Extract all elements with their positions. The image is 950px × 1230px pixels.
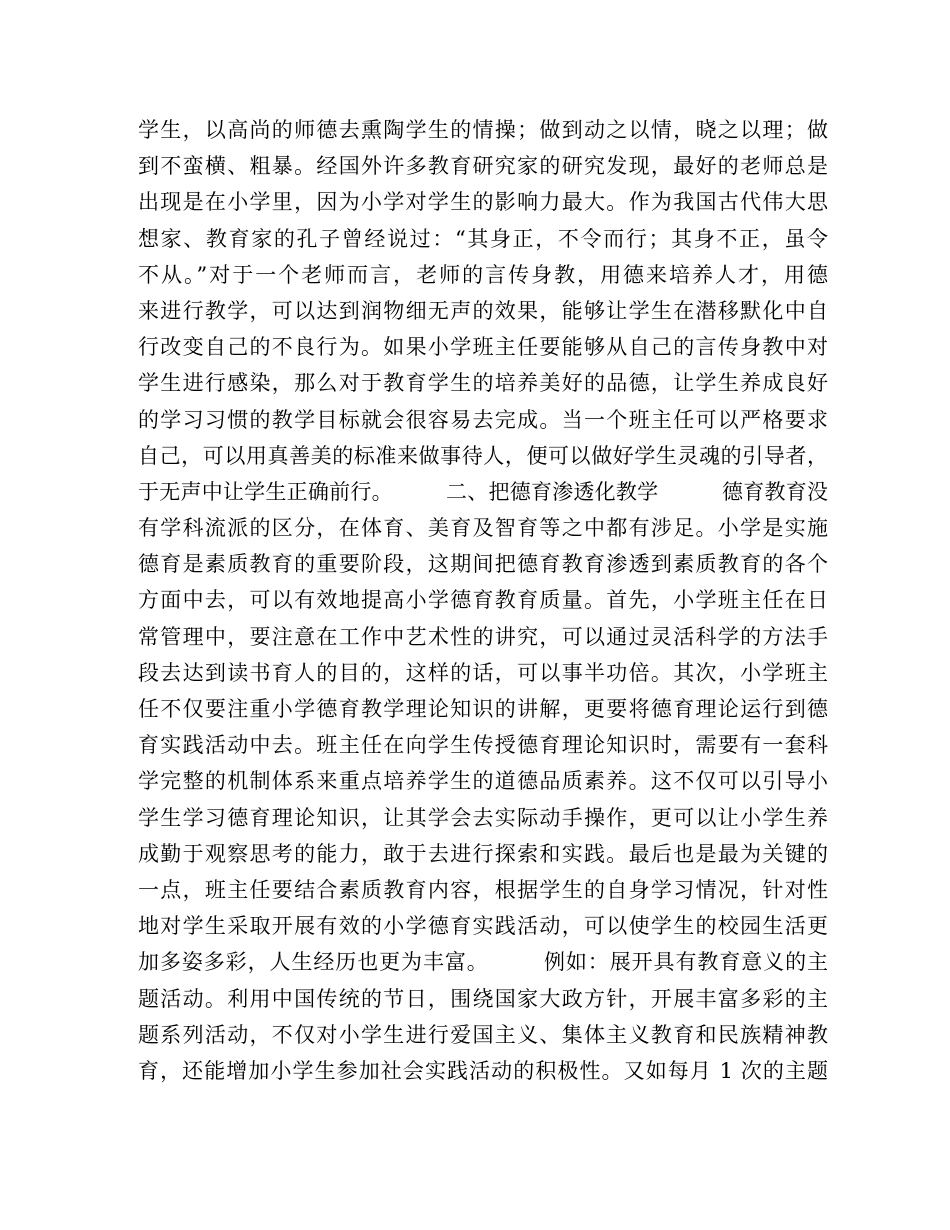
text-line: 一点，班主任要结合素质教育内容，根据学生的自身学习情况，针对性 xyxy=(138,877,828,902)
text-line: 加多姿多彩，人生经历也更为丰富。 例如：展开具有教育意义的主 xyxy=(138,950,828,975)
text-line: 到不蛮横、粗暴。经国外许多教育研究家的研究发现，最好的老师总是 xyxy=(138,154,828,179)
text-line: 育实践活动中去。班主任在向学生传授德育理论知识时，需要有一套科 xyxy=(138,733,828,758)
text-line: 自己，可以用真善美的标准来做事待人，便可以做好学生灵魂的引导者， xyxy=(138,443,828,468)
text-line: 来进行教学，可以达到润物细无声的效果，能够让学生在潜移默化中自 xyxy=(138,298,828,323)
text-line: 学完整的机制体系来重点培养学生的道德品质素养。这不仅可以引导小 xyxy=(138,769,828,794)
text-line: 出现是在小学里，因为小学对学生的影响力最大。作为我国古代伟大思 xyxy=(138,190,828,215)
section-heading-line: 于无声中让学生正确前行。 二、把德育渗透化教学 德育教育没 xyxy=(138,479,828,504)
text-line: 学生学习德育理论知识，让其学会去实际动手操作，更可以让小学生养 xyxy=(138,805,828,830)
text-line: 德育是素质教育的重要阶段，这期间把德育教育渗透到素质教育的各个 xyxy=(138,552,828,577)
text-line: 学生进行感染，那么对于教育学生的培养美好的品德，让学生养成良好 xyxy=(138,371,828,396)
text-line: 成勤于观察思考的能力，敢于去进行探索和实践。最后也是最为关键的 xyxy=(138,841,828,866)
body-text xyxy=(138,112,828,1089)
text-line: 题活动。利用中国传统的节日，围绕国家大政方针，开展丰富多彩的主 xyxy=(138,986,828,1011)
text-line: 育，还能增加小学生参加社会实践活动的积极性。又如每月 1 次的主题 xyxy=(138,1058,828,1083)
text-line: 学生，以高尚的师德去熏陶学生的情操；做到动之以情，晓之以理；做 xyxy=(138,118,828,142)
text-line: 地对学生采取开展有效的小学德育实践活动，可以使学生的校园生活更 xyxy=(138,914,828,939)
text-line: 行改变自己的不良行为。如果小学班主任要能够从自己的言传身教中对 xyxy=(138,335,828,360)
text-line: 题系列活动，不仅对小学生进行爱国主义、集体主义教育和民族精神教 xyxy=(138,1022,828,1047)
text-line: 任不仅要注重小学德育教学理论知识的讲解，更要将德育理论运行到德 xyxy=(138,697,828,721)
text-line: 方面中去，可以有效地提高小学德育教育质量。首先，小学班主任在日 xyxy=(138,588,828,613)
text-line: 段去达到读书育人的目的，这样的话，可以事半功倍。其次，小学班主 xyxy=(138,660,828,685)
text-line: 想家、教育家的孔子曾经说过：“其身正，不令而行；其身不正，虽令 xyxy=(138,226,828,251)
text-line: 常管理中，要注意在工作中艺术性的讲究，可以通过灵活科学的方法手 xyxy=(138,624,828,649)
text-line: 的学习习惯的教学目标就会很容易去完成。当一个班主任可以严格要求 xyxy=(138,407,828,432)
text-line: 有学科流派的区分，在体育、美育及智育等之中都有涉足。小学是实施 xyxy=(138,516,828,541)
text-line: 不从。”对于一个老师而言，老师的言传身教，用德来培养人才，用德 xyxy=(138,262,828,287)
